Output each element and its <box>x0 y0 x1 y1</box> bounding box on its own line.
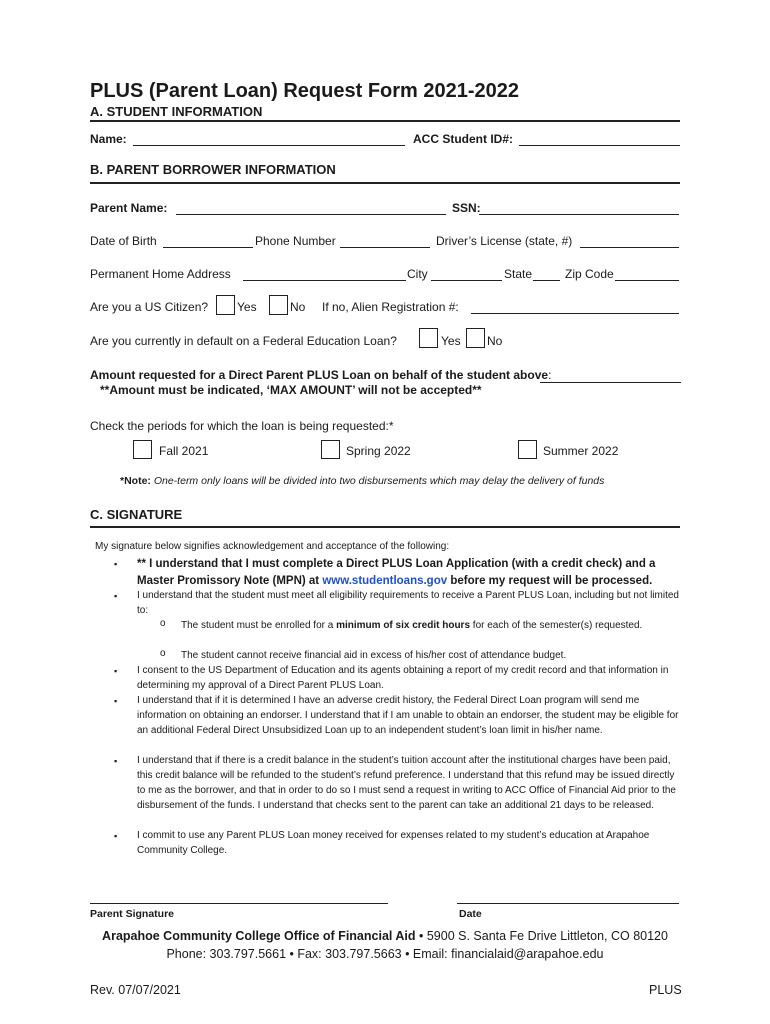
default-no-label: No <box>487 334 503 348</box>
alien-registration-field[interactable] <box>471 313 679 314</box>
license-field[interactable] <box>580 247 679 248</box>
section-a-heading: A. STUDENT INFORMATION <box>90 104 263 119</box>
ack-item-2: I understand that the student must meet all eligibility requirements to receive a Parent PLUS Loan, including but not limited to: <box>137 590 679 616</box>
ack-item-3: I consent to the US Department of Education and its agents obtaining a report of my credit record and that information in determining my approval of a Direct Parent PLUS Loan. <box>137 665 669 691</box>
ssn-label: SSN: <box>452 201 481 215</box>
citizen-yes-checkbox[interactable] <box>216 295 235 315</box>
revision-date: Rev. 07/07/2021 <box>90 983 181 997</box>
default-yes-checkbox[interactable] <box>419 328 438 348</box>
note-text: One-term only loans will be divided into two disbursements which may delay the delivery of funds <box>150 475 605 487</box>
disbursement-note <box>120 475 604 487</box>
studentloans-link[interactable]: www.studentloans.gov <box>322 575 448 587</box>
period-spring-label: Spring 2022 <box>346 444 411 458</box>
period-summer-checkbox[interactable] <box>518 440 537 459</box>
parent-name-field[interactable] <box>176 214 446 215</box>
citizen-no-checkbox[interactable] <box>269 295 288 315</box>
city-label: City <box>407 267 428 281</box>
citizen-yes-label: Yes <box>237 300 257 314</box>
phone-label: Phone Number <box>255 234 336 248</box>
sub-item-2: The student cannot receive financial aid in excess of his/her cost of attendance budget. <box>181 650 567 661</box>
citizen-question: Are you a US Citizen? <box>90 300 209 314</box>
section-b-rule <box>90 182 680 184</box>
signature-intro: My signature below signifies acknowledgement and acceptance of the following: <box>95 541 450 552</box>
citizen-no-label: No <box>290 300 306 314</box>
parent-name-label: Parent Name: <box>90 201 168 215</box>
sub-item-1-bold: minimum of six credit hours <box>336 620 471 631</box>
ack-item-1 <box>137 556 682 590</box>
student-name-field[interactable] <box>133 145 405 146</box>
sub-item-1 <box>181 618 651 633</box>
date-field[interactable] <box>457 903 679 904</box>
city-field[interactable] <box>431 280 502 281</box>
periods-label: Check the periods for which the loan is being requested:* <box>90 419 394 433</box>
form-title: PLUS (Parent Loan) Request Form 2021-2022 <box>90 80 520 102</box>
form-code: PLUS <box>649 983 682 997</box>
period-fall-checkbox[interactable] <box>133 440 152 459</box>
default-question: Are you currently in default on a Federal Education Loan? <box>90 334 397 348</box>
section-c-heading: C. SIGNATURE <box>90 507 183 522</box>
section-b-heading: B. PARENT BORROWER INFORMATION <box>90 162 336 177</box>
section-c-rule <box>90 526 680 528</box>
date-label: Date <box>459 908 482 920</box>
period-summer-label: Summer 2022 <box>543 444 619 458</box>
ack-item-4: I understand that if it is determined I have an adverse credit history, the Federal Direct Loan program will send me information on obtaining an endorser. I understand that if I am unable to obtain an endorser, the student may be eligible for an additional Federal Direct Unsubsidized Loan up to an independent student’s loan limit in his/her name. <box>137 695 679 736</box>
bullet-4: ▪ <box>114 696 118 706</box>
zip-field[interactable] <box>615 280 679 281</box>
section-a-rule <box>90 120 680 122</box>
alien-registration-label: If no, Alien Registration #: <box>322 300 459 314</box>
ack-item-6: I commit to use any Parent PLUS Loan money received for expenses related to my student’s education at Arapahoe Community College. <box>137 830 650 856</box>
amount-label-text: Amount requested for a Direct Parent PLUS Loan on behalf of the student above <box>90 368 549 382</box>
amount-label <box>90 368 551 382</box>
bullet-3: ▪ <box>114 666 118 676</box>
ssn-field[interactable] <box>479 214 679 215</box>
dob-field[interactable] <box>163 247 253 248</box>
sub-bullet-1: o <box>160 618 166 629</box>
note-bold: *Note: <box>120 475 151 487</box>
bullet-5: ▪ <box>114 756 118 766</box>
parent-signature-field[interactable] <box>90 903 388 904</box>
footer-address: • 5900 S. Santa Fe Drive Littleton, CO 80120 <box>415 929 668 943</box>
default-no-checkbox[interactable] <box>466 328 485 348</box>
zip-label: Zip Code <box>565 267 614 281</box>
sub-item-1-post: for each of the semester(s) requested. <box>470 620 643 631</box>
footer-office-line <box>90 929 680 943</box>
ack-item-5: I understand that if there is a credit balance in the student’s tuition account after the institutional charges have been paid, this credit balance will be refunded to the student’s refund preference. I understand that this refund may be issued directly to me as the borrower, and that in order to do so I must send a request in writing to ACC Office of Financial Aid prior to the disbursement of the funds. I understand that checks sent to the parent can take an additional 21 days to be released. <box>137 755 676 811</box>
state-field[interactable] <box>533 280 560 281</box>
ack-item-1-post: before my request will be processed. <box>447 575 653 587</box>
license-label: Driver’s License (state, #) <box>436 234 573 248</box>
ack-item-1-pre: ** I understand that I must complete a Direct PLUS Loan Application (with a credit check) and a Master Promissory Note (MPN) at <box>137 558 656 587</box>
address-field[interactable] <box>243 280 406 281</box>
address-label: Permanent Home Address <box>90 267 231 281</box>
bullet-6: ▪ <box>114 831 118 841</box>
amount-label-colon: : <box>548 368 552 382</box>
parent-signature-label: Parent Signature <box>90 908 175 920</box>
student-id-label: ACC Student ID#: <box>413 132 513 146</box>
period-spring-checkbox[interactable] <box>321 440 340 459</box>
student-name-label: Name: <box>90 132 127 146</box>
default-yes-label: Yes <box>441 334 461 348</box>
sub-bullet-2: o <box>160 648 166 659</box>
sub-item-1-pre: The student must be enrolled for a <box>181 620 337 631</box>
footer-office: Arapahoe Community College Office of Financial Aid <box>102 929 416 943</box>
phone-field[interactable] <box>340 247 430 248</box>
amount-field[interactable] <box>540 382 681 383</box>
dob-label: Date of Birth <box>90 234 157 248</box>
footer-contact: Phone: 303.797.5661 • Fax: 303.797.5663 • Email: financialaid@arapahoe.edu <box>166 947 604 961</box>
state-label: State <box>504 267 533 281</box>
bullet-1: ▪ <box>114 559 118 569</box>
student-id-field[interactable] <box>519 145 680 146</box>
amount-note: **Amount must be indicated, ‘MAX AMOUNT’ will not be accepted** <box>100 383 482 397</box>
period-fall-label: Fall 2021 <box>159 444 209 458</box>
bullet-2: ▪ <box>114 591 118 601</box>
